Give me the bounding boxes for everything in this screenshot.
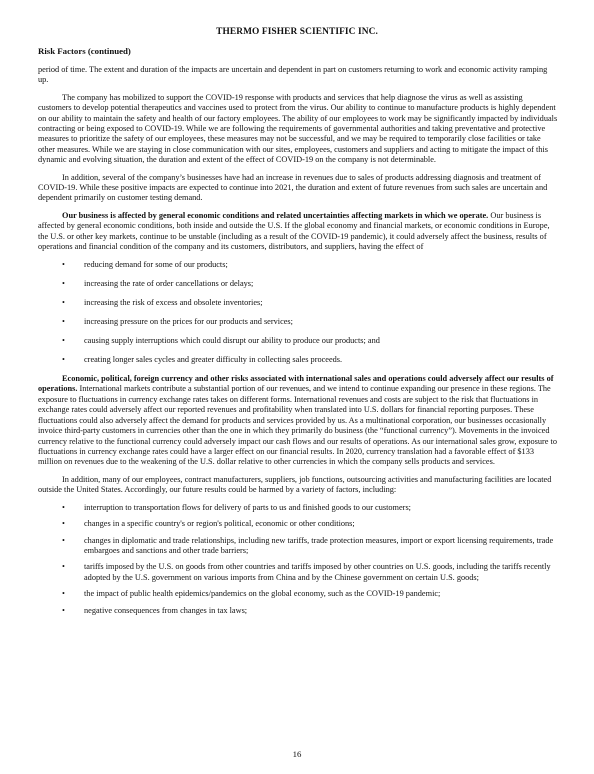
paragraph-covid-revenues: In addition, several of the company’s businesses have had an increase in revenues due to sales of products addressing diagnosis and treatment of COVID-19. While these positive impacts are expected to continue into 2021, the duration and extent of future revenues from such sales are uncertain and dependent primarily on customer testing demand. (38, 172, 548, 203)
paragraph-foreign-operations: In addition, many of our employees, contract manufacturers, suppliers, job functions, outsourcing activities and manufacturing facilities are located outside the United States. Accordingly, our future results could be harmed by a variety of factors, including: (38, 474, 552, 495)
list-item: • tariffs imposed by the U.S. on goods from other countries and tariffs imposed by other countries on U.S. goods, including the tariffs recently adopted by the U.S. government on various imports from China and by the Chinese government on certain U.S. goods; (62, 562, 551, 582)
bullet-icon: • (62, 535, 65, 545)
paragraph-body: Our business is affected by general economic conditions, both inside and outside the U.S. If the global economy and financial markets, or economic conditions in Europe, the U.S. or other key markets, continue to be unstable (including as a result of the COVID-19 pandemic), it could adversely affect the business, results of operations and financial condition of the company and its customers, distributors, and suppliers, having the effect of (38, 210, 550, 252)
page-number: 16 (292, 749, 302, 759)
bullet-icon: • (62, 519, 65, 529)
bullet-icon: • (62, 589, 65, 599)
paragraph-economic-conditions (38, 211, 558, 253)
paragraph-body: International markets contribute a substantial portion of our revenues, and we intend to continue expanding our presence in these regions. The exposure to fluctuations in currency exchange rates takes on different forms. International revenues and costs are subject to the risk that fluctuations in exchange rates could adversely affect our reported revenues and profitability when translated into U.S. dollars for financial reporting purposes. These fluctuations could also adversely affect the demand for products and services provided by us. As a multinational corporation, our businesses occasionally invoice third-party customers in currencies other than the one in which they primarily do business (the “functional currency”). Movements in the invoiced currency relative to the functional currency could adversely impact our cash flows and our results of operations. As our international sales grow, exposure to fluctuations in currency exchange rates could have a larger effect on our financial results. In 2020, currency translation had a favorable effect of $133 million on revenues due to the weakening of the U.S. dollar relative to other currencies in which the company sells products and services. (38, 384, 558, 467)
bullet-icon: • (62, 335, 65, 345)
paragraph-lead: Our business is affected by general economic conditions and related uncertainties affecting markets in which we operate. (62, 210, 489, 220)
bullet-icon: • (62, 502, 65, 512)
list-item: • increasing the rate of order cancellations or delays; (62, 278, 254, 288)
effects-list (38, 260, 558, 366)
paragraph-international-risks (38, 374, 558, 468)
bullet-icon: • (62, 562, 65, 572)
list-item: • changes in diplomatic and trade relationships, including new tariffs, trade protection measures, import or export licensing requirements, trade embargoes and sanctions and other trade barriers; (62, 535, 554, 555)
list-item: • changes in a specific country's or region's political, economic or other conditions; (62, 519, 355, 529)
list-item: • creating longer sales cycles and greater difficulty in collecting sales proceeds. (62, 354, 343, 364)
list-item: • increasing the risk of excess and obsolete inventories; (62, 297, 263, 307)
list-item: • the impact of public health epidemics/pandemics on the global economy, such as the COVID-19 pandemic; (62, 589, 441, 599)
list-item: • interruption to transportation flows for delivery of parts to us and finished goods to our customers; (62, 502, 411, 512)
paragraph-covid-response: The company has mobilized to support the COVID-19 response with products and services that help diagnose the virus as well as assisting customers to develop potential therapeutics and vaccines used to protect from the virus. Our ability to continue to manufacture products is highly dependent on our ability to maintain the safety and health of our factory employees. The ability of our employees to work may be significantly impacted by individuals contracting or being exposed to COVID-19. While we are following the requirements of governmental authorities and taking preventative and protective measures to prioritize the safety of our employees, these measures may not be successful, and we may be required to temporarily close facilities or take other measures. While we are staying in close communication with our sites, employees, customers and suppliers and acting to mitigate the impact of this dynamic and evolving situation, the duration and extent of the effect of COVID-19 on the company is not determinable. (38, 92, 558, 165)
bullet-icon: • (62, 278, 65, 288)
bullet-icon: • (62, 316, 65, 326)
company-header: THERMO FISHER SCIENTIFIC INC. (216, 27, 378, 37)
list-item: • reducing demand for some of our products; (62, 259, 228, 269)
section-title: Risk Factors (continued) (38, 46, 131, 56)
bullet-icon: • (62, 354, 65, 364)
bullet-icon: • (62, 297, 65, 307)
bullet-icon: • (62, 605, 65, 615)
bullet-icon: • (62, 259, 65, 269)
paragraph-lead: Economic, political, foreign currency and other risks associated with international sales and operations could adversely affect our results of operations. (38, 374, 554, 394)
list-item: • increasing pressure on the prices for our products and services; (62, 316, 293, 326)
list-item: • negative consequences from changes in tax laws; (62, 605, 248, 615)
paragraph-continuation: period of time. The extent and duration of the impacts are uncertain and dependent in part on customers returning to work and economic activity ramping up. (38, 65, 548, 85)
factors-list (38, 503, 558, 617)
list-item: • causing supply interruptions which could disrupt our ability to produce our products; and (62, 335, 380, 345)
document-body (38, 65, 558, 622)
